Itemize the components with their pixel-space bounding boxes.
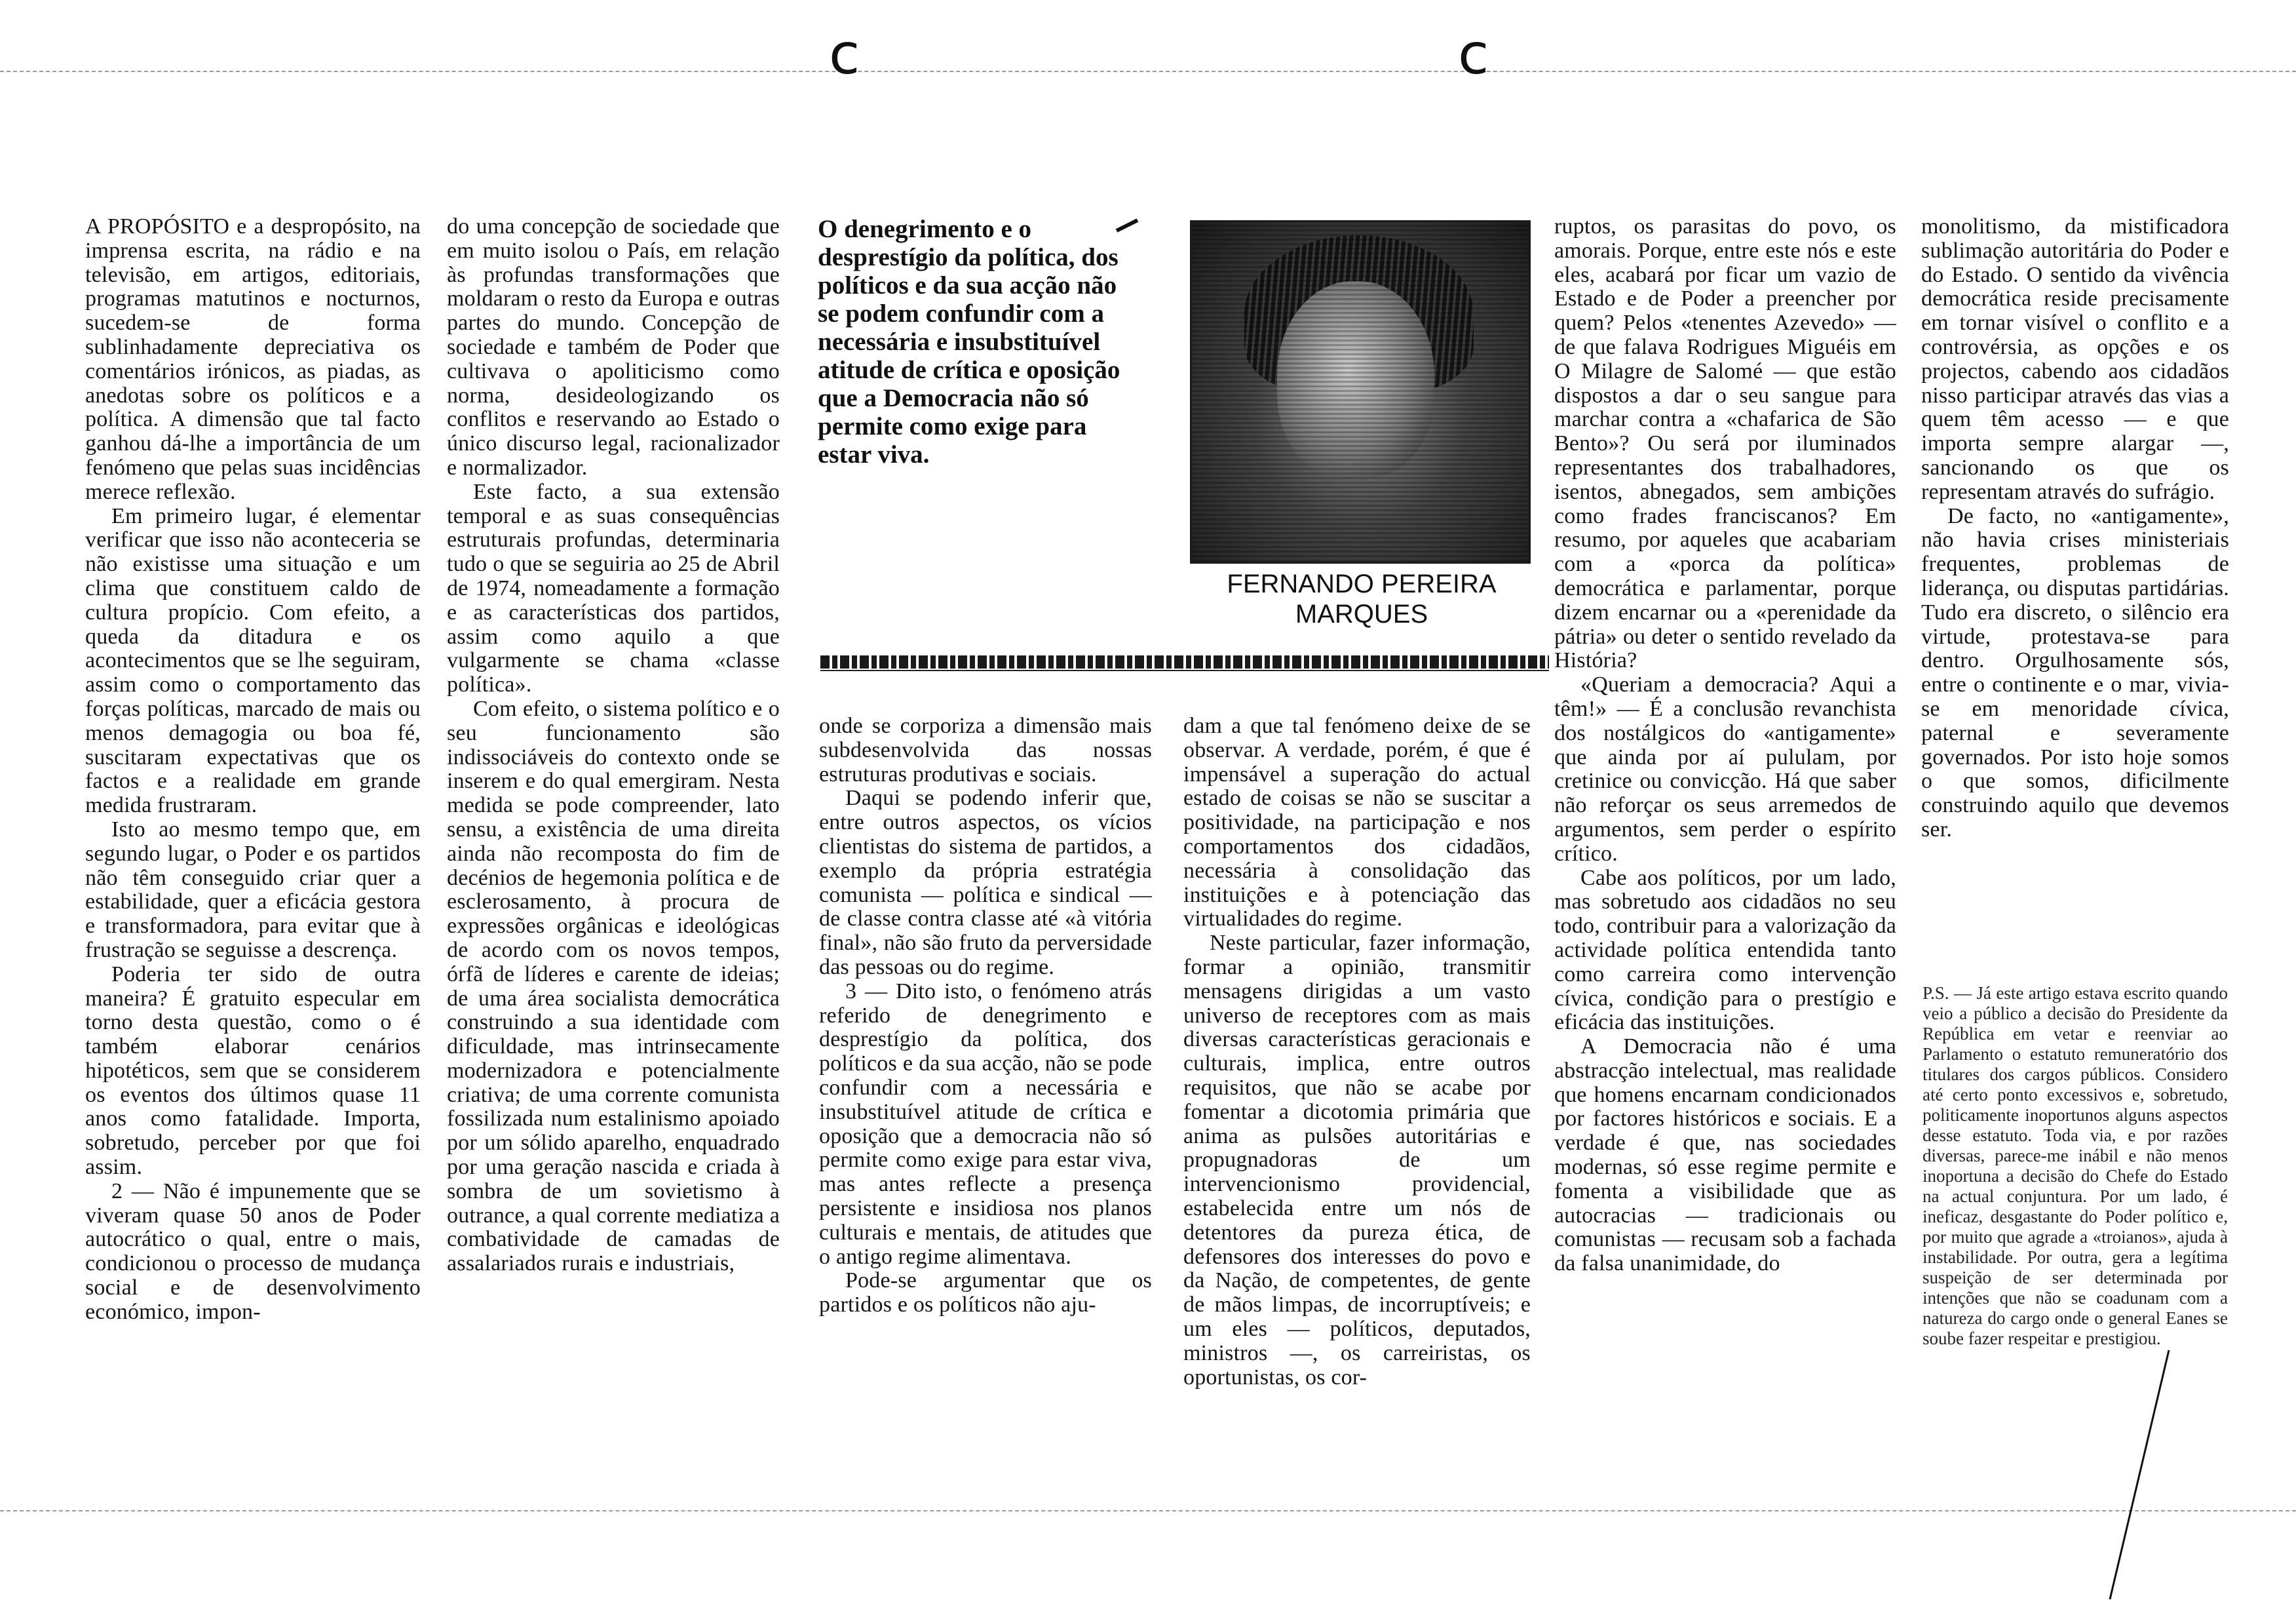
- paragraph: «Queriam a democracia? Aqui a têm!» — É a conclusão revanchista dos nostálgicos do «antigamente» que ainda por aí pululam, por cretinice ou convicção. Há que saber não reforçar os seus arremedos de argumentos, sem perder o espírito crítico.: [1554, 672, 1896, 866]
- bottom-fold-rule: [0, 1510, 2296, 1511]
- photo-halftone-overlay: [1192, 222, 1529, 562]
- pull-quote: O denegrimento e o desprestígio da política, dos políticos e da sua acção não se podem confundir com a necessária e insubstituível atitude de crítica e oposição que a Democracia não só permite como exige para estar viva.: [818, 215, 1120, 469]
- article-column-4: [1183, 714, 1531, 1390]
- paragraph: A Democracia não é uma abstracção intelectual, mas realidade que homens encarnam condicionados por factores históricos e sociais. E a verdade é que, nas sociedades modernas, só esse regime permite e fomenta a visibilidade que as autocracias — tradicionais ou comunistas — recusam sob a fachada da falsa unanimidade, do: [1554, 1034, 1896, 1276]
- section-divider-line: [820, 670, 1549, 671]
- paragraph: Pode-se argumentar que os partidos e os políticos não aju-: [819, 1268, 1152, 1317]
- binder-hole-right: c: [1458, 22, 1489, 87]
- article-column-2: [447, 215, 780, 1276]
- paragraph: Em primeiro lugar, é elementar verificar que isso não aconteceria se não existisse uma situação e um clima que constituem caldo de cultura propício. Com efeito, a queda da ditadura e os acontecimentos que se lhe seguiram, assim como o comportamento das forças políticas, marcado de mais ou menos demagogia ou boa fé, suscitaram expectativas que os factos e a realidade em grande medida frustraram.: [85, 503, 421, 818]
- paragraph: onde se corporiza a dimensão mais subdesenvolvida das nossas estruturas produtivas e sociais.: [819, 714, 1152, 787]
- paragraph: 2 — Não é impunemente que se viveram quase 50 anos de Poder autocrático o qual, entre o mais, condicionou o processo de mudança social e de desenvolvimento económico, impon-: [85, 1178, 421, 1324]
- paragraph: Com efeito, o sistema político e o seu funcionamento são indissociáveis do contexto onde se inserem e do qual emergiram. Nesta medida se pode compreender, lato sensu, a existência de uma direita ainda não recomposta do fim de decénios de hegemonia política e de esclerosamento, à procura de expressões orgânicas e ideológicas de acordo com os novos tempos, órfã de líderes e carente de ideias; de uma área socialista democrática construindo a sua identidade com dificuldade, mas intrinsecamente modernizadora e potencialmente criativa; de uma corrente comunista fossilizada num estalinismo apoiado por um sólido aparelho, enquadrado por uma geração nascida e criada à sombra de um sovietismo à outrance, a qual corrente mediatiza a combatividade de camadas de assalariados rurais e industriais,: [447, 696, 780, 1276]
- author-photo: [1190, 220, 1531, 564]
- byline-line-2: MARQUES: [1295, 600, 1428, 629]
- paragraph: De facto, no «antigamente», não havia crises ministeriais frequentes, problemas de liderança, ou disputas partidárias. Tudo era discreto, o silêncio era virtude, protestava-se para dentro. Orgulhosamente sós, entre o continente e o mar, vivia-se em menoridade cívica, paternal e severamente governados. Por isto hoje somos o que somos, dificilmente construindo aquilo que devemos ser.: [1921, 503, 2229, 842]
- paragraph: Isto ao mesmo tempo que, em segundo lugar, o Poder e os partidos não têm conseguido criar quer a estabilidade, quer a eficácia gestora e transformadora, para evitar que à frustração se seguisse a descrença.: [85, 817, 421, 962]
- paragraph: monolitismo, da mistificadora sublimação autoritária do Poder e do Estado. O sentido da vivência democrática reside precisamente em tornar visível o conflito e a controvérsia, as opções e os projectos, cabendo aos cidadãos nisso participar através das vias a quem têm acesso — e que importa sempre alargar —, sancionando os que os representam através do sufrágio.: [1921, 214, 2229, 504]
- paragraph: A PROPÓSITO e a despropósito, na imprensa escrita, na rádio e na televisão, em artigos, editoriais, programas matutinos e nocturnos, sucedem-se de forma sublinhadamente depreciativa os comentários irónicos, as piadas, as anedotas sobre os políticos e a política. A dimensão que tal facto ganhou dá-lhe a importância de um fenómeno que pelas suas incidências merece reflexão.: [85, 214, 421, 504]
- article-column-5: [1554, 215, 1896, 1276]
- paragraph: ruptos, os parasitas do povo, os amorais. Porque, entre este nós e este eles, acabará por ficar um vazio de Estado e de Poder a preencher por quem? Pelos «tenentes Azevedo» — de que falava Rodrigues Miguéis em O Milagre de Salomé — que estão dispostos a dar o seu sangue para marchar contra a «chafarica de São Bento»? Ou será por iluminados representantes dos trabalhadores, isentos, abnegados, sem ambições como frades franciscanos? Em resumo, por aqueles que acabariam com a «porca da política» democrática e parlamentar, porque dizem encarnar ou a «perenidade da pátria» ou deter o sentido revelado da História?: [1554, 214, 1896, 673]
- paragraph: Cabe aos políticos, por um lado, mas sobretudo aos cidadãos no seu todo, contribuir para a valorização da actividade política entendida tanto como carreira como intervenção cívica, condição para o prestígio e eficácia das instituições.: [1554, 865, 1896, 1035]
- article-column-1: [85, 215, 421, 1325]
- paragraph: do uma concepção de sociedade que em muito isolou o País, em relação às profundas transformações que moldaram o resto da Europa e outras partes do mundo. Concepção de sociedade e também de Poder que cultivava o apoliticismo como norma, desideologizando os conflitos e reservando ao Estado o único discurso legal, racionalizador e normalizador.: [447, 214, 780, 480]
- paragraph: Neste particular, fazer informação, formar a opinião, transmitir mensagens dirigidas a um vasto universo de receptores com as mais diversas características geracionais e culturais, implica, entre outros requisitos, que não se acabe por fomentar a dicotomia primária que anima as pulsões autoritárias e propugnadoras de um intervencionismo providencial, estabelecida entre um nós de detentores da pureza ética, de defensores dos interesses do povo e da Nação, de competentes, de gente de mãos limpas, de incorruptíveis; e um eles — políticos, deputados, ministros —, os carreiristas, os oportunistas, os cor-: [1183, 931, 1531, 1390]
- binder-hole-left: c: [829, 22, 860, 87]
- top-fold-rule: [0, 71, 2296, 72]
- paragraph: Poderia ter sido de outra maneira? É gratuito especular em torno desta questão, como o é também elaborar cenários hipotéticos, sem que se considerem os eventos dos últimos quase 11 anos como fatalidade. Importa, sobretudo, perceber por que foi assim.: [85, 962, 421, 1180]
- pen-mark: [2097, 1337, 2175, 1612]
- paragraph: 3 — Dito isto, o fenómeno atrás referido de denegrimento e desprestígio da política, dos políticos e da sua acção, não se pode confundir com a necessária e insubstituível atitude de crítica e oposição que a democracia não só permite como exige para estar viva, mas antes reflecte a presença persistente e insidiosa nos planos culturais e mentais, de atitudes que o antigo regime alimentava.: [819, 979, 1152, 1269]
- author-byline: [1191, 569, 1532, 629]
- byline-line-1: FERNANDO PEREIRA: [1227, 570, 1497, 598]
- article-column-6: [1921, 215, 2229, 842]
- pen-check-mark: [1114, 216, 1140, 236]
- article-column-3: [819, 714, 1152, 1317]
- paragraph: Este facto, a sua extensão temporal e as suas consequências estruturais profundas, determinaria tudo o que se seguiria ao 25 de Abril de 1974, nomeadamente a formação e as características dos partidos, assim como aquilo a que vulgarmente se chama «classe política».: [447, 479, 780, 697]
- paragraph: Daqui se podendo inferir que, entre outros aspectos, os vícios clientistas do sistema de partidos, a exemplo da própria estratégia comunista — política e sindical — de classe contra classe até «à vitória final», não são fruto da perversidade das pessoas ou do regime.: [819, 786, 1152, 979]
- postscript: P.S. — Já este artigo estava escrito quando veio a público a decisão do Presidente da República em vetar e reenviar ao Parlamento o estatuto remuneratório dos titulares dos cargos públicos. Considero até certo ponto excessivos e, sobretudo, politicamente inoportunos alguns aspectos desse estatuto. Toda via, e por razões diversas, parece-me inábil e não menos inoportuna a decisão do Chefe do Estado na actual conjuntura. Por um lado, é ineficaz, desgastante do Poder político e, por muito que agrade a «troianos», ajuda à instabilidade. Por outra, gera a legítima suspeição de ser determinada por intenções que não se coadunam com a natureza do cargo onde o general Eanes se soube fazer respeitar e prestigiou.: [1923, 983, 2228, 1348]
- section-divider-band: [820, 655, 1549, 669]
- paragraph: dam a que tal fenómeno deixe de se observar. A verdade, porém, é que é impensável a superação do actual estado de coisas se não se suscitar a positividade, na participação e nos comportamentos dos cidadãos, necessária à consolidação das instituições e à potenciação das virtualidades do regime.: [1183, 714, 1531, 931]
